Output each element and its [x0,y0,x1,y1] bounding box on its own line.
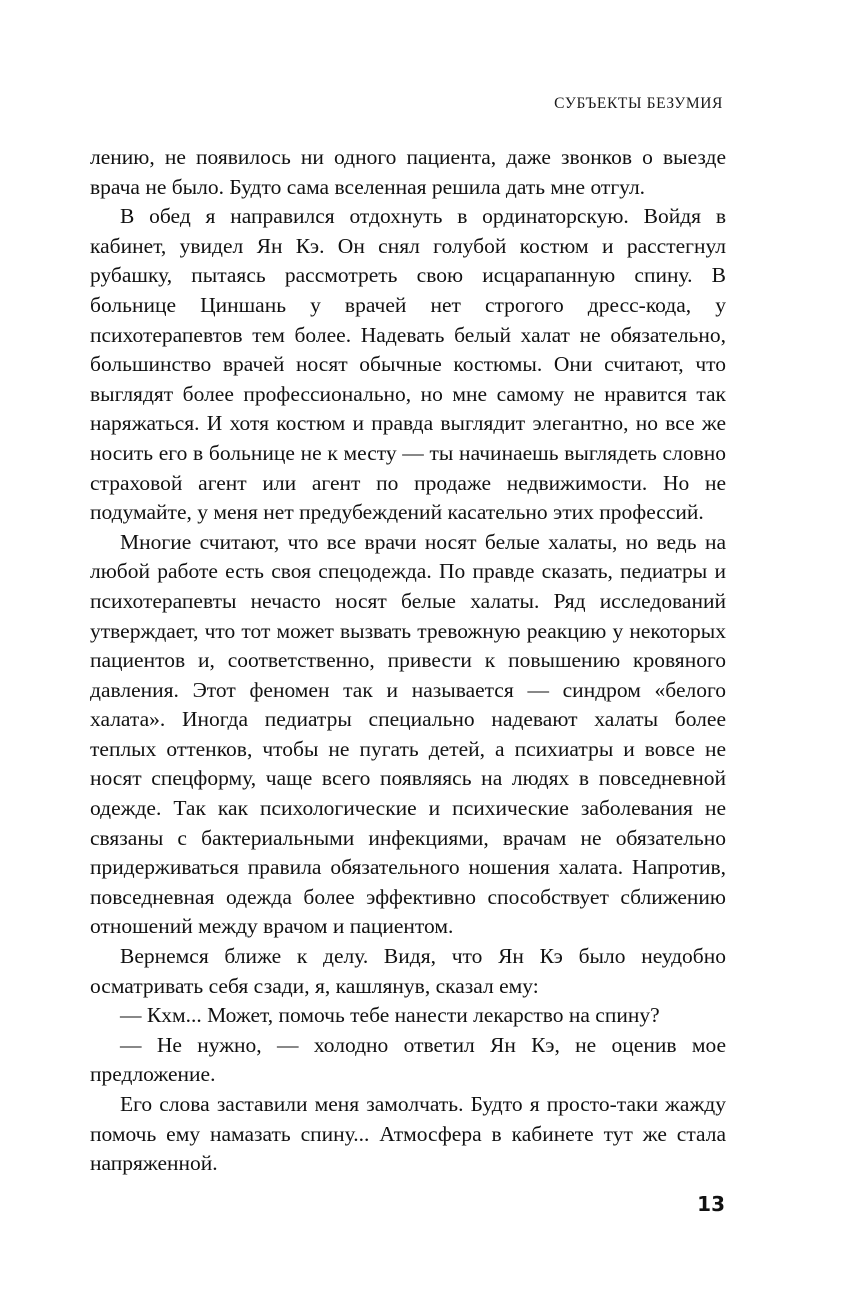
page-number: 13 [697,1192,725,1216]
paragraph: Многие считают, что все врачи носят белые халаты, но ведь на любой работе есть своя спецодежда. По правде сказать, педиатры и психотерапевты нечасто носят белые халаты. Ряд исследований утверждает, что тот может вызвать тревожную реакцию у некоторых пациентов и, соответственно, привести к повышению кровяного давления. Этот феномен так и называется — синдром «белого халата». Иногда педиатры специально надевают халаты более теплых оттенков, чтобы не пугать детей, а психиатры и вовсе не носят спецформу, чаще всего появляясь на людях в повседневной одежде. Так как психологические и психические заболевания не связаны с бактериальными инфекциями, врачам не обязательно придерживаться правила обязательного ношения халата. Напротив, повседневная одежда более эффективно способствует сближению отношений между врачом и пациентом. [90,529,726,939]
paragraph: лению, не появилось ни одного пациента, даже звонков о выезде врача не было. Будто сама вселенная решила дать мне отгул. [90,145,726,199]
dialogue-line: — Кхм... Может, помочь тебе нанести лекарство на спину? [120,1003,660,1028]
paragraph: Его слова заставили меня замолчать. Будто я просто-таки жажду помочь ему намазать спину... Атмосфера в кабинете тут же стала напряженной. [90,1092,726,1176]
running-head: СУБЪЕКТЫ БЕЗУМИЯ [554,95,723,112]
body-text [90,143,726,1179]
dialogue-line: — Не нужно, — холодно ответил Ян Кэ, не оценив мое предложение. [90,1032,726,1087]
paragraph: Вернемся ближе к делу. Видя, что Ян Кэ было неудобно осматривать себя сзади, я, кашлянув, сказал ему: [90,944,726,998]
paragraph: В обед я направился отдохнуть в ординаторскую. Войдя в кабинет, увидел Ян Кэ. Он снял голубой костюм и расстегнул рубашку, пытаясь рассмотреть свою исцарапанную спину. В больнице Циншань у врачей нет строгого дресс-кода, у психотерапевтов тем более. Надевать белый халат не обязательно, большинство врачей носят обычные костюмы. Они считают, что выглядят более профессионально, но мне самому не нравится так наряжаться. И хотя костюм и правда выглядит элегантно, но все же носить его в больнице не к месту — ты начинаешь выглядеть словно страховой агент или агент по продаже недвижимости. Но не подумайте, у меня нет предубеждений касательно этих профессий. [90,204,726,525]
